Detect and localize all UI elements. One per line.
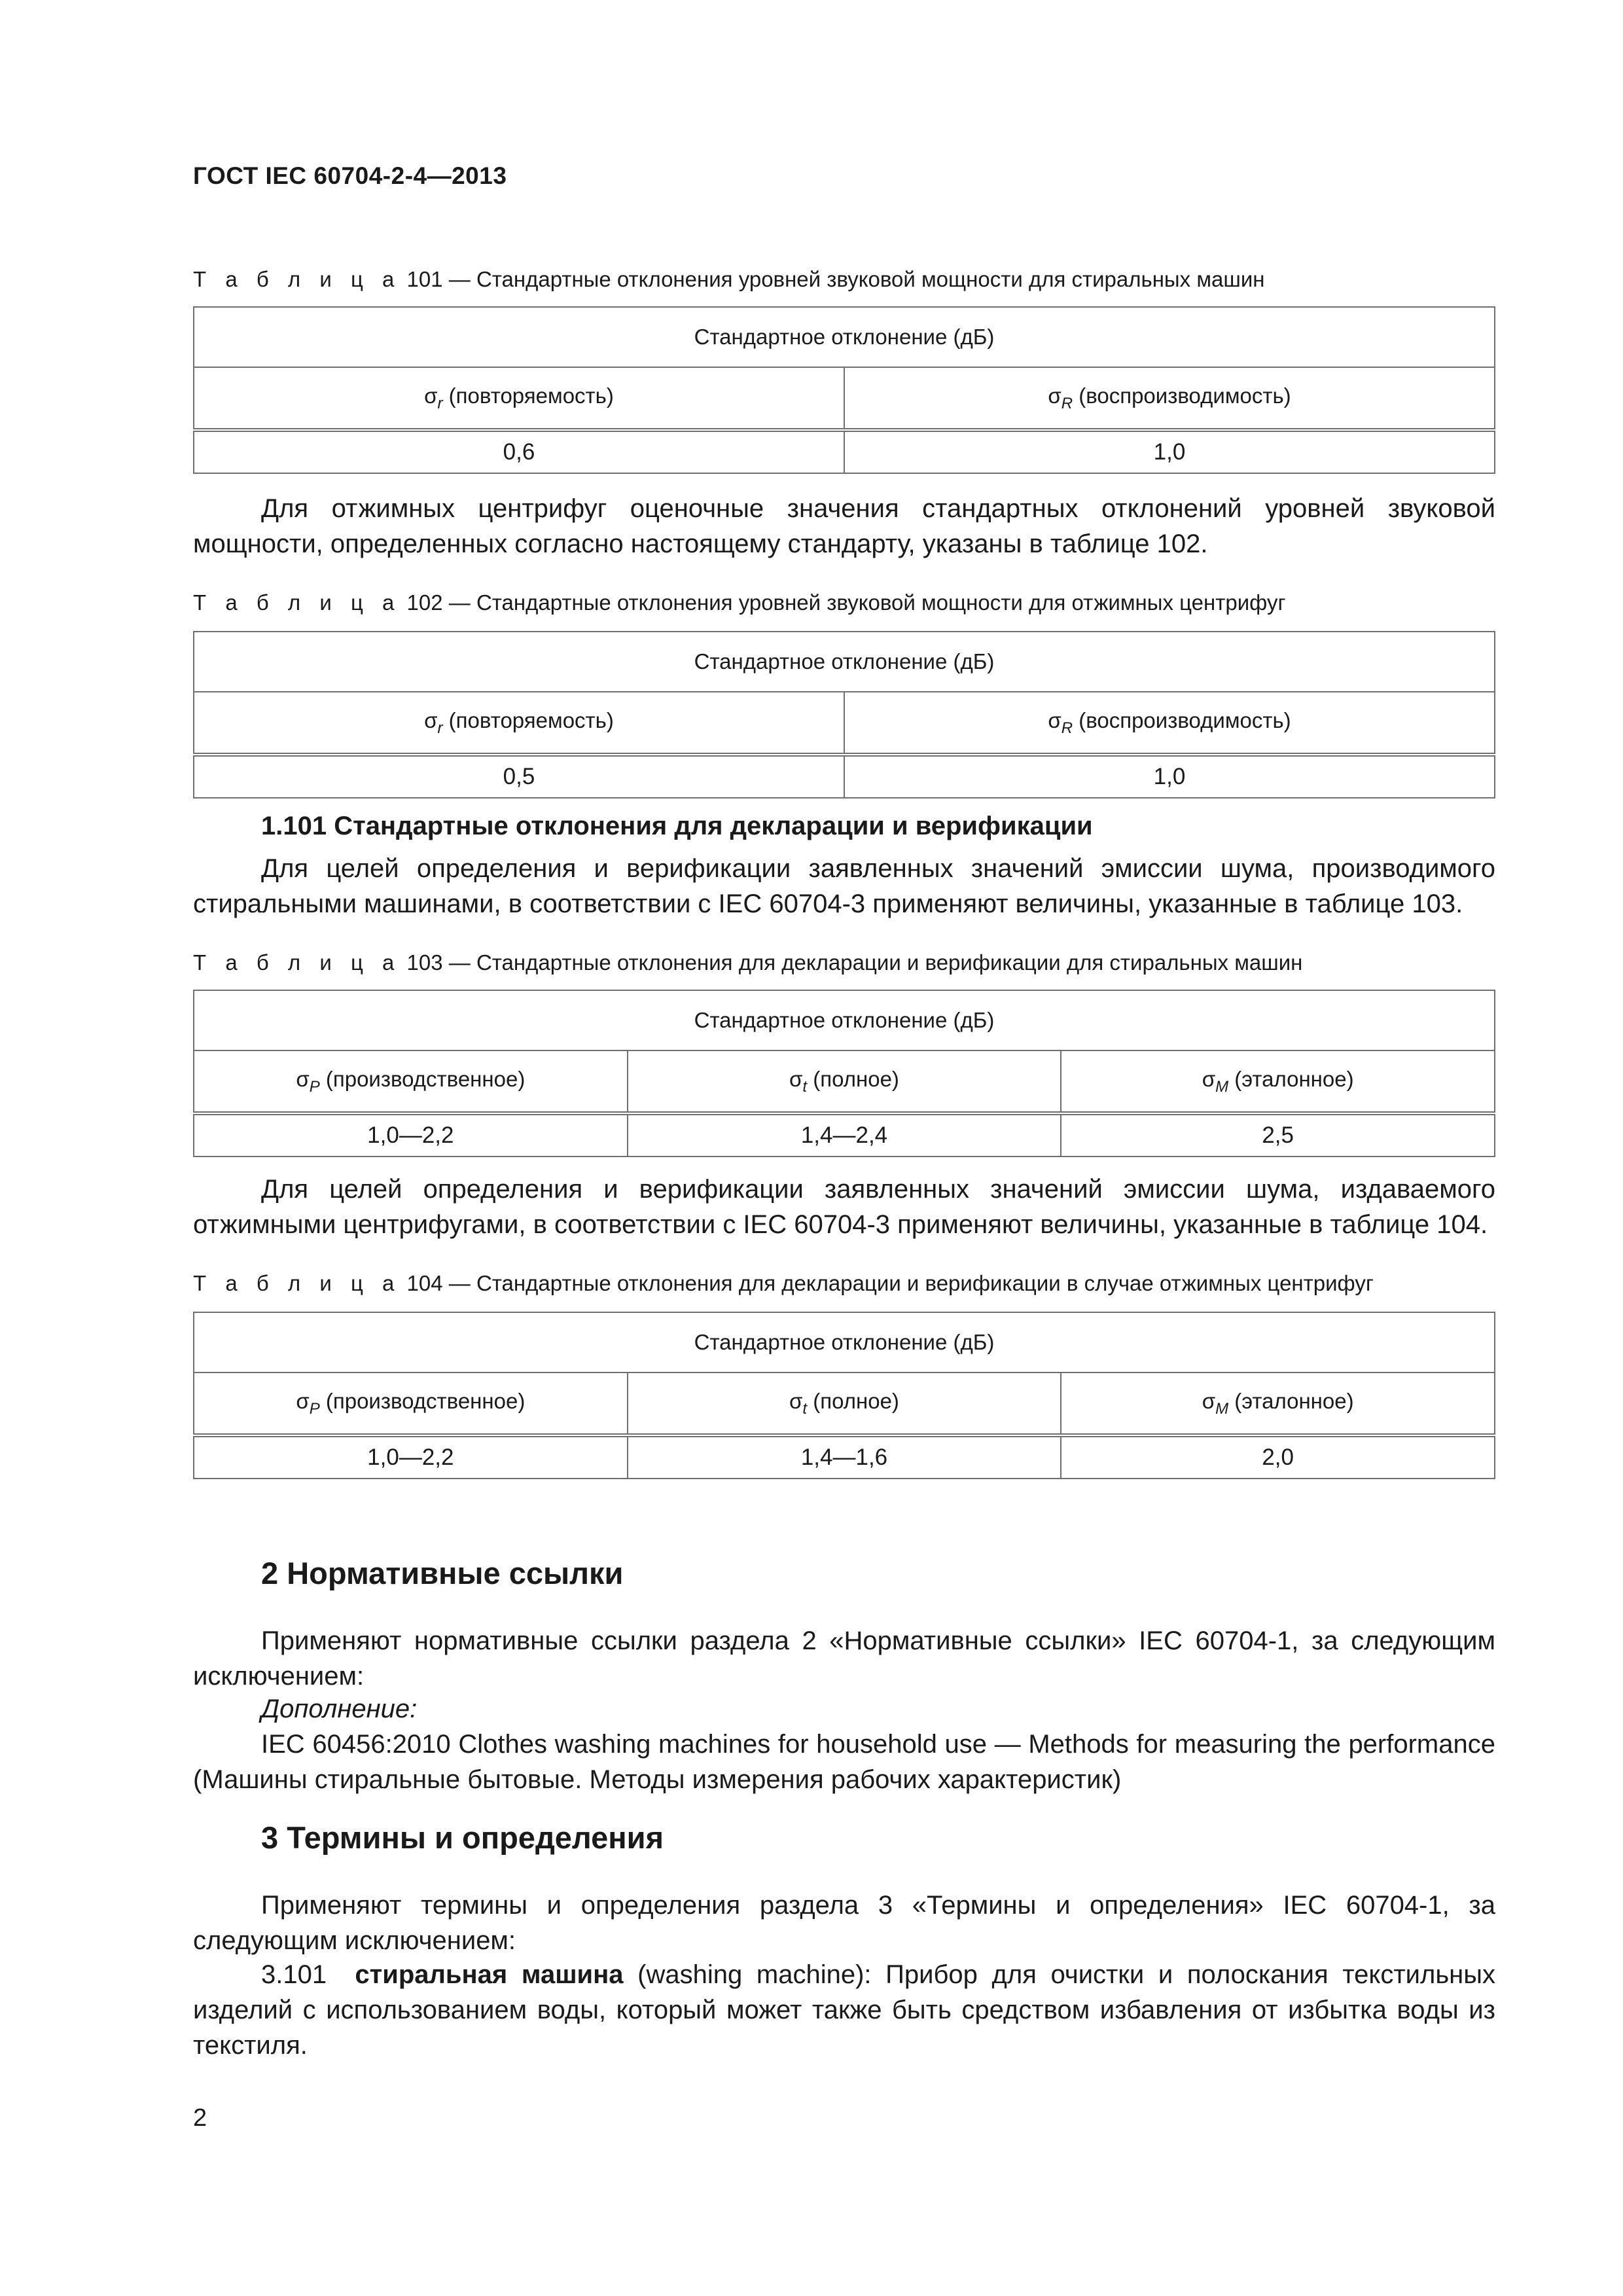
table-cell: 2,0	[1061, 1435, 1495, 1479]
column-header-reproducibility: $\sigma_R$ (воспроизводимость)	[844, 367, 1495, 430]
column-header-repeatability: $\sigma_r$ (повторяемость)	[194, 692, 844, 755]
column-header-reference: $\sigma_M$ (эталонное)	[1061, 1372, 1495, 1435]
table-103	[193, 990, 1495, 1157]
table-101-caption: Т а б л и ц а 101 — Стандартные отклонения уровней звуковой мощности для стиральных машин	[193, 267, 1265, 291]
table-header-cell: Стандартное отклонение (дБ)	[194, 1312, 1495, 1372]
paragraph-centrifuges: Для целей определения и верификации заявленных значений эмиссии шума, издаваемого отжимными центрифугами, в соответствии с IEC 60704-3 применяют величины, указанные в таблице 104.	[193, 1175, 1495, 1239]
table-102-caption: Т а б л и ц а 102 — Стандартные отклонения уровней звуковой мощности для отжимных центрифуг	[193, 590, 1286, 615]
document-header: ГОСТ IEC 60704-2-4—2013	[193, 162, 507, 189]
table-header-cell: Стандартное отклонение (дБ)	[194, 307, 1495, 367]
column-header-repeatability: $\sigma_r$ (повторяемость)	[194, 367, 844, 430]
table-cell: 1,4—1,6	[628, 1435, 1061, 1479]
table-103-caption: Т а б л и ц а 103 — Стандартные отклонения для декларации и верификации для стиральных машин	[193, 950, 1303, 975]
column-header-reference: $\sigma_M$ (эталонное)	[1061, 1050, 1495, 1113]
column-header-total: $\sigma_t$ (полное)	[628, 1050, 1061, 1113]
table-cell: 0,6	[194, 430, 844, 473]
column-header-production: $\sigma_P$ (производственное)	[194, 1372, 628, 1435]
table-cell: 1,0—2,2	[194, 1113, 628, 1157]
section-2-paragraph: Применяют нормативные ссылки раздела 2 «Нормативные ссылки» IEC 60704-1, за следующим исключением:	[193, 1626, 1495, 1691]
table-header-cell: Стандартное отклонение (дБ)	[194, 632, 1495, 692]
section-2-heading: 2 Нормативные ссылки	[261, 1556, 624, 1590]
table-cell: 1,0	[844, 430, 1495, 473]
section-3-paragraph: Применяют термины и определения раздела 3 «Термины и определения» IEC 60704-1, за следующим исключением:	[193, 1891, 1495, 1955]
paragraph-centrifuge-intro: Для отжимных центрифуг оценочные значения стандартных отклонений уровней звуковой мощности, определенных согласно настоящему стандарту, указаны в таблице 102.	[193, 494, 1495, 558]
term-definition-3-101: 3.101 стиральная машина (washing machine): Прибор для очистки и полоскания текстильных изделий с использованием воды, который может также быть средством избавления от избытка воды из текстиля.	[193, 1960, 1496, 2060]
section-3-heading: 3 Термины и определения	[261, 1820, 664, 1855]
table-cell: 1,4—2,4	[628, 1113, 1061, 1157]
subsection-heading-1-101: 1.101 Стандартные отклонения для декларации и верификации	[261, 812, 1093, 840]
page-number: 2	[193, 2104, 207, 2132]
section-2-addition-label: Дополнение:	[261, 1695, 418, 1723]
table-104	[193, 1312, 1495, 1479]
table-cell: 1,0—2,2	[194, 1435, 628, 1479]
table-102	[193, 631, 1495, 798]
section-2-reference: IEC 60456:2010 Clothes washing machines for household use — Methods for measuring the performance (Машины стиральные бытовые. Методы измерения рабочих характеристик)	[193, 1730, 1495, 1794]
table-cell: 0,5	[194, 755, 844, 798]
column-header-total: $\sigma_t$ (полное)	[628, 1372, 1061, 1435]
table-cell: 1,0	[844, 755, 1495, 798]
table-101	[193, 306, 1495, 474]
column-header-production: $\sigma_P$ (производственное)	[194, 1050, 628, 1113]
paragraph-washing-machines: Для целей определения и верификации заявленных значений эмиссии шума, производимого стиральными машинами, в соответствии с IEC 60704-3 применяют величины, указанные в таблице 103.	[193, 854, 1495, 918]
table-104-caption: Т а б л и ц а 104 — Стандартные отклонения для декларации и верификации в случае отжимных центрифуг	[193, 1271, 1374, 1295]
column-header-reproducibility: $\sigma_R$ (воспроизводимость)	[844, 692, 1495, 755]
table-cell: 2,5	[1061, 1113, 1495, 1157]
table-header-cell: Стандартное отклонение (дБ)	[194, 990, 1495, 1050]
term-name: стиральная машина	[355, 1960, 624, 1989]
